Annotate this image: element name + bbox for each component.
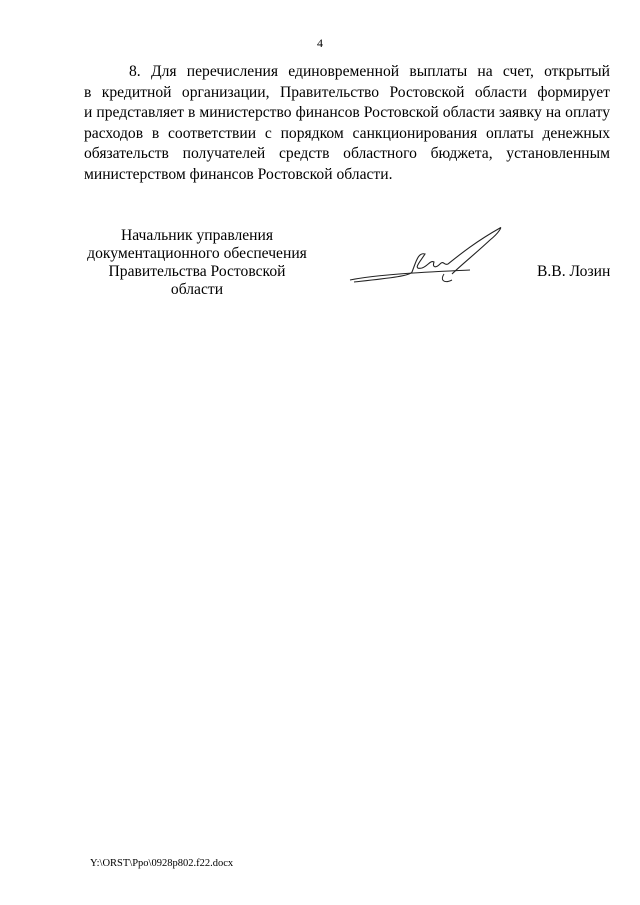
signatory-name: В.В. Лозин	[537, 263, 611, 280]
paragraph-line: министерством финансов Ростовской области.	[84, 165, 393, 183]
paragraph-line: обязательств получателей средств областного бюджета, установленным	[84, 145, 610, 163]
position-line: Начальник управления	[120, 227, 274, 244]
paragraph-8	[84, 62, 610, 186]
paragraph-line: 8. Для перечисления единовременной выплаты на счет, открытый	[129, 63, 610, 80]
signatory-position	[84, 227, 310, 299]
position-line: Правительства Ростовской области	[108, 263, 286, 298]
position-line: документационного обеспечения	[87, 245, 307, 262]
file-path-footer: Y:\ORST\Ppo\0928p802.f22.docx	[90, 858, 234, 869]
page-number: 4	[317, 36, 323, 50]
paragraph-line: расходов в соответствии с порядком санкционирования оплаты денежных	[84, 124, 610, 142]
paragraph-line: и представляет в министерство финансов Ростовской области заявку на оплату	[84, 104, 610, 122]
handwritten-signature	[340, 222, 510, 292]
paragraph-line: в кредитной организации, Правительство Ростовской области формирует	[84, 83, 610, 101]
